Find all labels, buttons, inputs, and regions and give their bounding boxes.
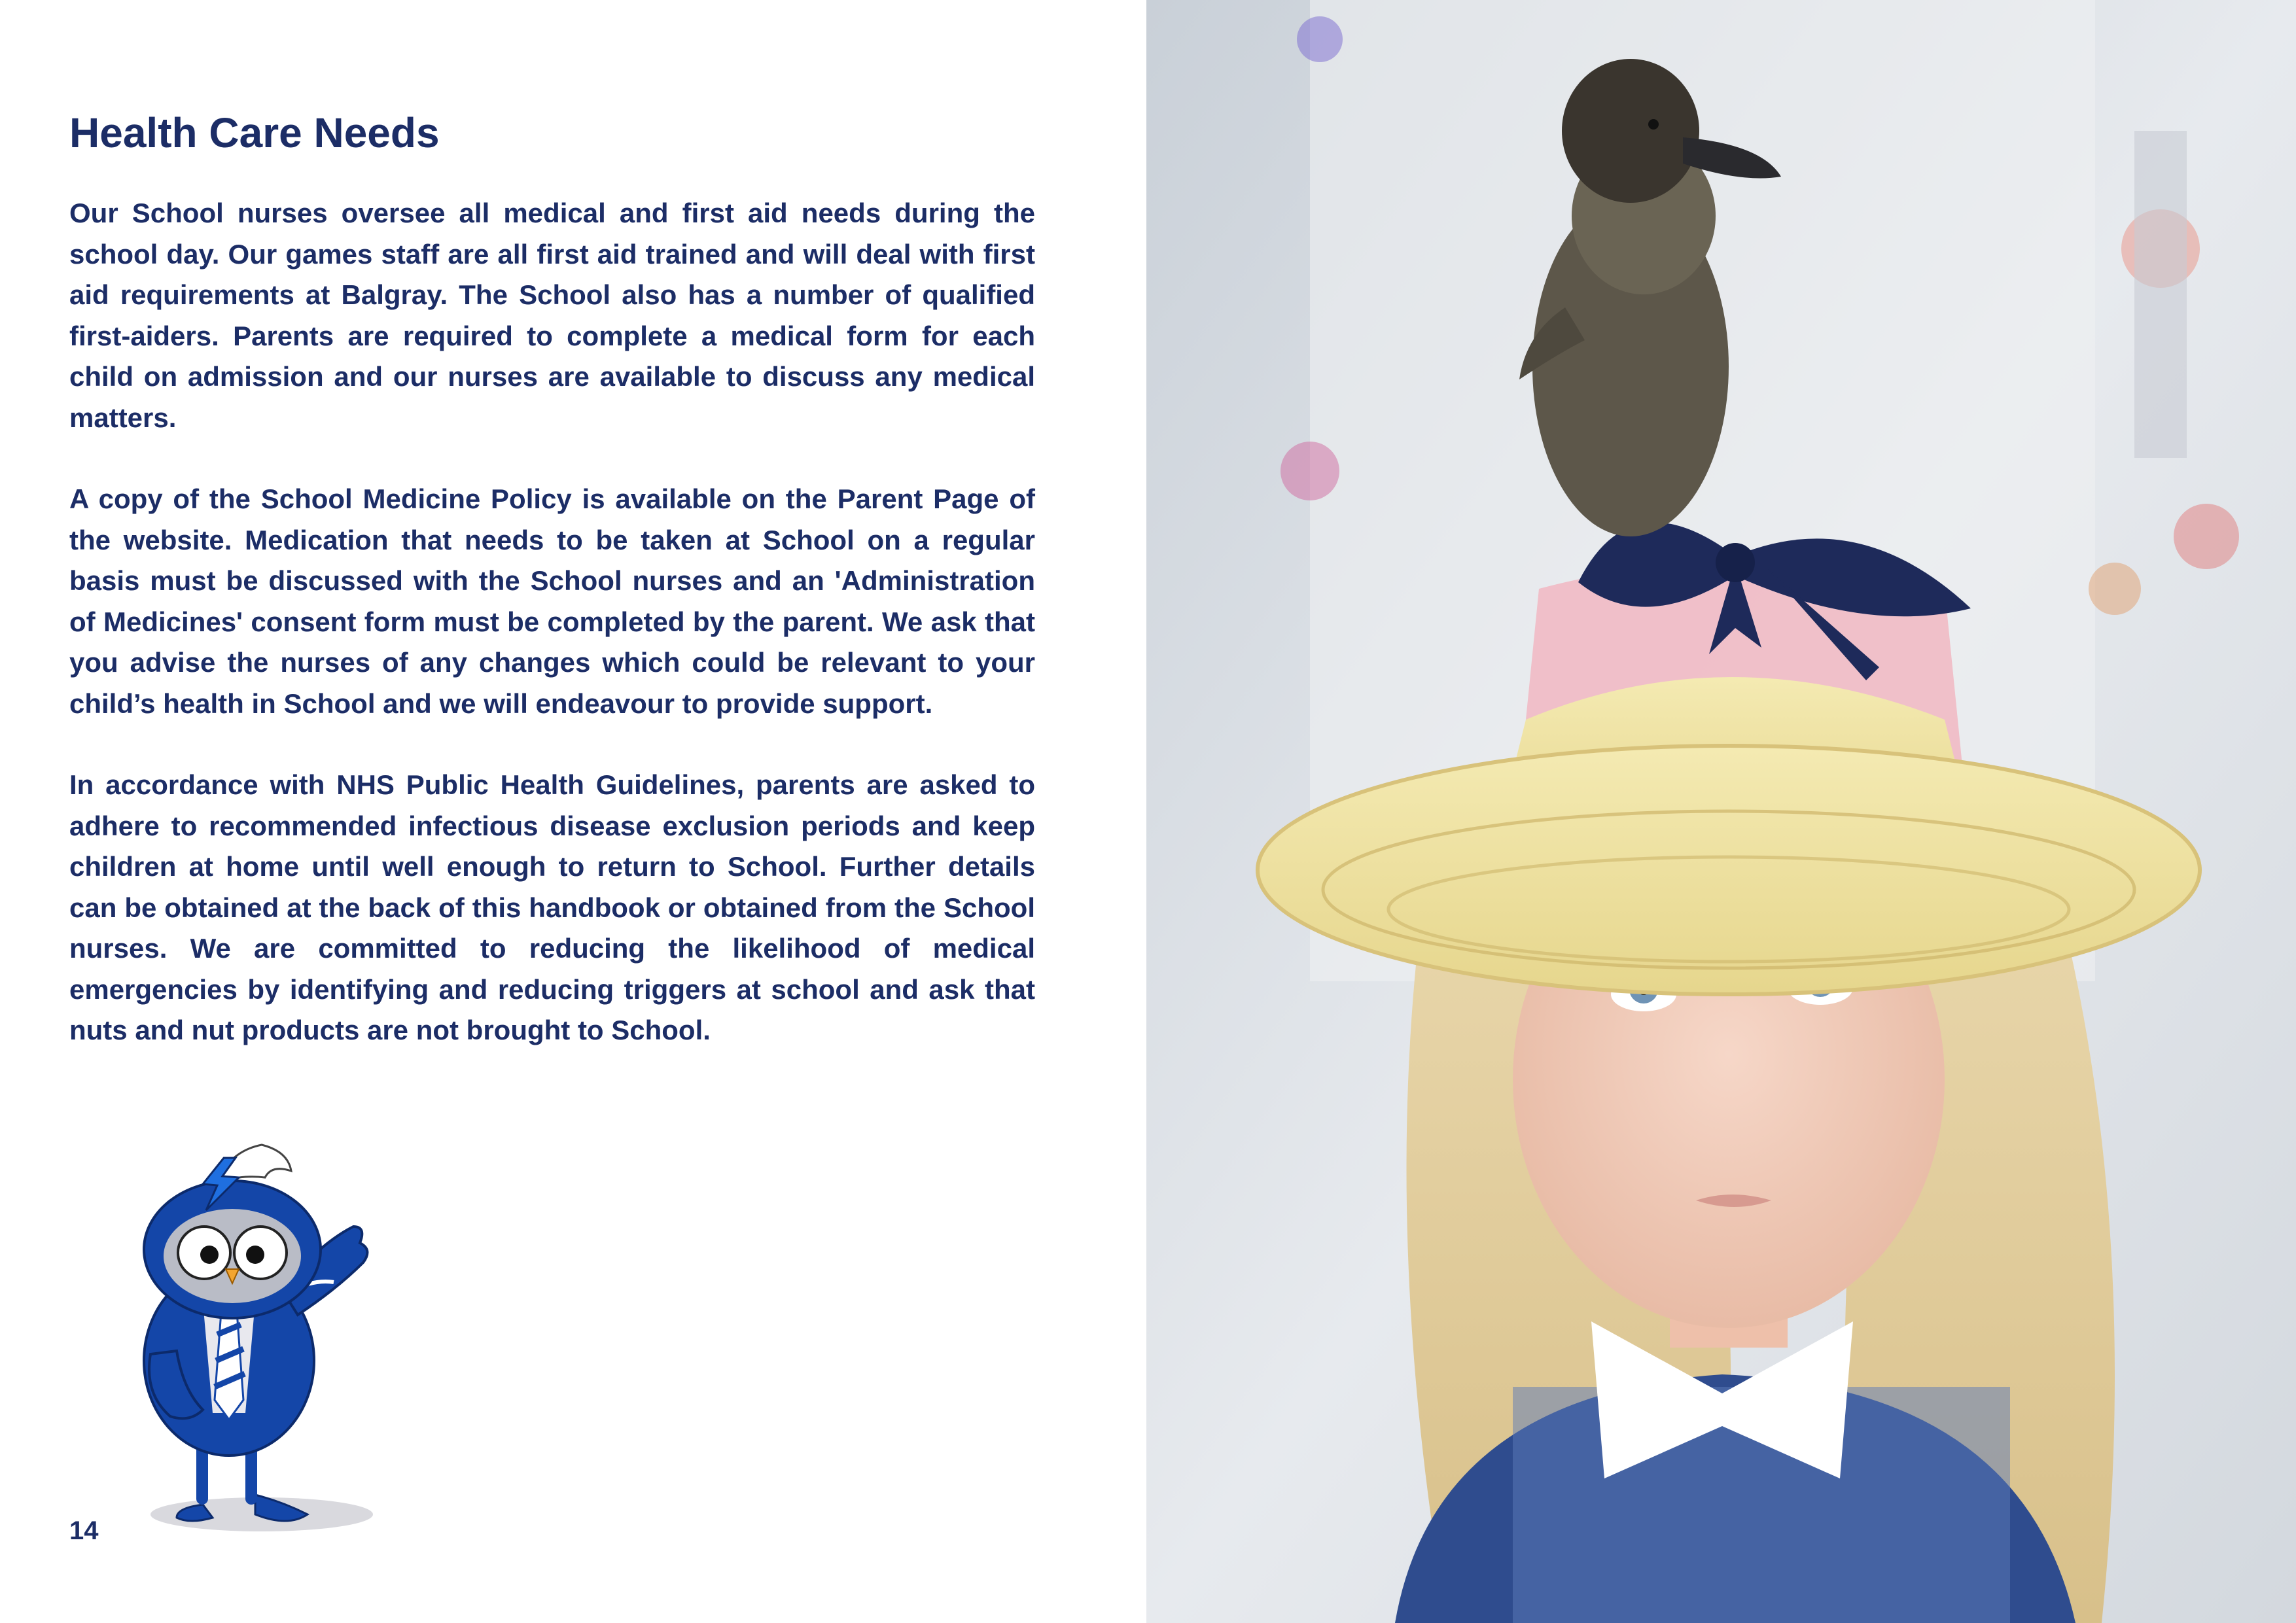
left-page xyxy=(0,0,1146,1623)
paragraph-medicine-policy: A copy of the School Medicine Policy is available on the Parent Page of the website. Medication that needs to be taken at School on a regular basis must be discussed with the School nurses and an 'Administration of Medicines' consent form must be completed by the parent. We ask that you advise the nurses of any changes which could be relevant to your child’s health in School and we will endeavour to provide support. xyxy=(69,483,1035,719)
owl-mascot-image xyxy=(105,1138,419,1544)
paragraph-nhs-guidelines: In accordance with NHS Public Health Guidelines, parents are asked to adhere to recommended infectious disease exclusion periods and keep children at home until well enough to return to School. Further details can be obtained at the back of this handbook or obtained from the School nurses. We are committed to reducing the likelihood of medical emergencies by identifying and reducing triggers at school and ask that nuts and nut products are not brought to School. xyxy=(69,769,1035,1045)
paragraph-first-aid: Our School nurses oversee all medical and first aid needs during the school day. Our games staff are all first aid trained and will deal with first aid requirements at Balgray. The School also has a number of qualified first-aiders. Parents are required to complete a medical form for each child on admission and our nurses are available to discuss any medical matters. xyxy=(69,198,1035,433)
girl-duckling-photo xyxy=(1146,0,2296,1623)
page-number: 14 xyxy=(69,1516,99,1545)
page-heading: Health Care Needs xyxy=(69,109,440,156)
body-text xyxy=(69,193,1035,1092)
